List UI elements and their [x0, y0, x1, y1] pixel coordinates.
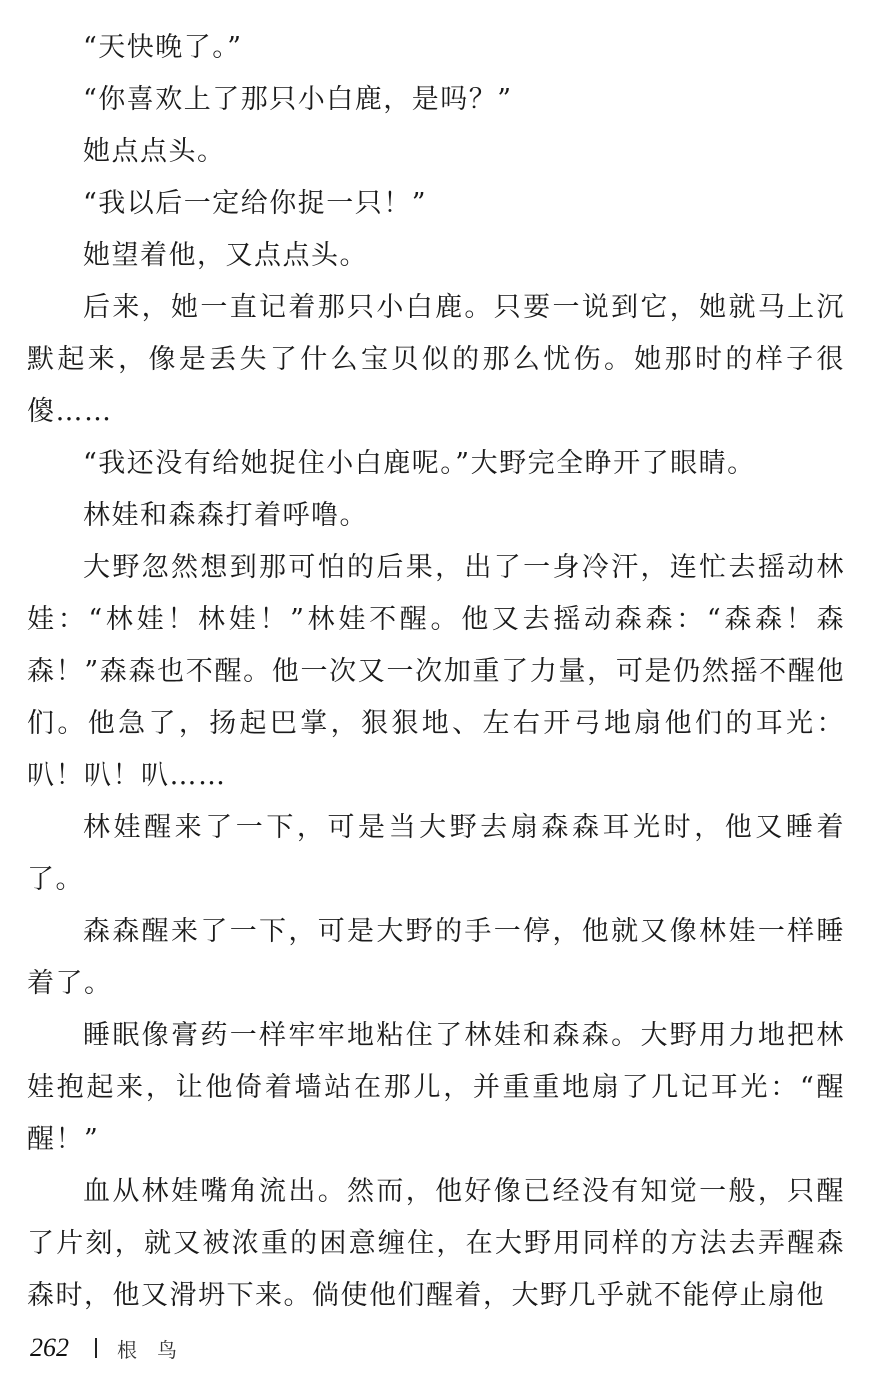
page-body [27, 22, 845, 1322]
paragraph: 她望着他，又点点头。 [83, 240, 368, 271]
paragraph: 睡眠像膏药一样牢牢地粘住了林娃和森森。大野用力地把林娃抱起来，让他倚着墙站在那儿，并重重地扇了几记耳光：“醒醒！” [27, 1020, 845, 1155]
footer-divider [95, 1338, 97, 1358]
page-footer [30, 1333, 197, 1363]
paragraph: 森森醒来了一下，可是大野的手一停，他就又像林娃一样睡着了。 [27, 916, 845, 999]
paragraph: “天快晚了。” [83, 32, 243, 63]
paragraph: “我还没有给她捉住小白鹿呢。”大野完全睁开了眼睛。 [83, 448, 756, 479]
page-number: 262 [30, 1333, 69, 1362]
paragraph: 林娃和森森打着呼噜。 [83, 500, 368, 531]
paragraph: 后来，她一直记着那只小白鹿。只要一说到它，她就马上沉默起来，像是丢失了什么宝贝似的那么忧伤。她那时的样子很傻…… [27, 292, 845, 427]
paragraph: 她点点头。 [83, 136, 226, 167]
paragraph: “你喜欢上了那只小白鹿，是吗？” [83, 84, 513, 115]
paragraph: 大野忽然想到那可怕的后果，出了一身冷汗，连忙去摇动林娃：“林娃！林娃！”林娃不醒。他又去摇动森森：“森森！森森！”森森也不醒。他一次又一次加重了力量，可是仍然摇不醒他们。他急了，扬起巴掌，狠狠地、左右开弓地扇他们的耳光：叭！叭！叭…… [27, 552, 845, 791]
paragraph: 林娃醒来了一下，可是当大野去扇森森耳光时，他又睡着了。 [27, 812, 845, 895]
book-title: 根鸟 [117, 1337, 197, 1362]
paragraph: 血从林娃嘴角流出。然而，他好像已经没有知觉一般，只醒了片刻，就又被浓重的困意缠住，在大野用同样的方法去弄醒森森时，他又滑坍下来。倘使他们醒着，大野几乎就不能停止扇他 [27, 1176, 845, 1311]
paragraph: “我以后一定给你捉一只！” [83, 188, 428, 219]
